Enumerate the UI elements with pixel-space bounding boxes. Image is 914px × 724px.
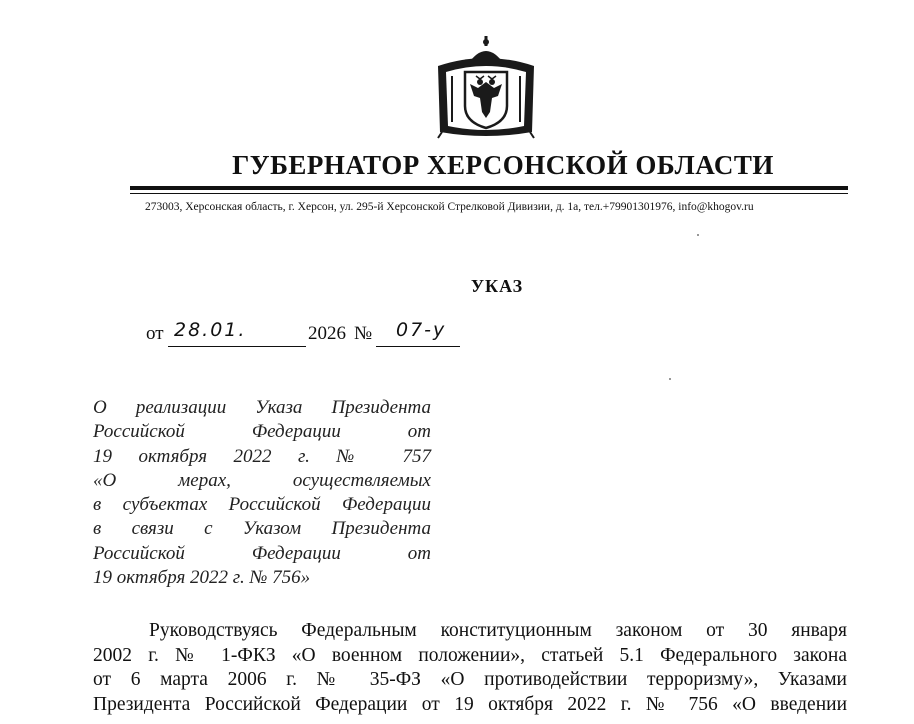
subject-line: О реализации Указа Президента bbox=[93, 397, 431, 418]
header-divider-thin bbox=[130, 193, 848, 194]
organization-address: 273003, Херсонская область, г. Херсон, ул. 295-й Херсонской Стрелковой Дивизии, д. 1а, тел.+79901301976, info@khogov.ru bbox=[145, 201, 754, 213]
number-underline bbox=[376, 346, 460, 347]
handwritten-date: 28.01. bbox=[174, 319, 247, 341]
subject-line: Российской Федерации от bbox=[93, 421, 431, 443]
subject-line: «О мерах, осуществляемых bbox=[93, 469, 431, 491]
body-line: Президента Российской Федерации от 19 октября 2022 г. № 756 «О введении bbox=[93, 693, 847, 715]
subject-line: Российской Федерации от bbox=[93, 542, 431, 564]
date-prefix: от bbox=[146, 323, 164, 344]
date-underline bbox=[168, 346, 306, 347]
header-divider-thick bbox=[130, 186, 848, 190]
body-line: Руководствуясь Федеральным конституционным законом от 30 января bbox=[149, 620, 847, 641]
scan-speck bbox=[669, 378, 671, 380]
subject-line: в связи с Указом Президента bbox=[93, 518, 431, 540]
number-sign: № bbox=[354, 323, 373, 344]
date-number-line bbox=[146, 321, 486, 351]
subject-line: в субъектах Российской Федерации bbox=[93, 494, 431, 516]
coat-of-arms-icon bbox=[432, 36, 540, 140]
decree-body bbox=[93, 619, 847, 717]
organization-title: ГУБЕРНАТОР ХЕРСОНСКОЙ ОБЛАСТИ bbox=[232, 150, 774, 180]
scan-speck bbox=[697, 234, 699, 236]
subject-line: 19 октября 2022 г. № 757 bbox=[93, 445, 431, 467]
body-line: 2002 г. № 1-ФКЗ «О военном положении», статьей 5.1 Федерального закона bbox=[93, 644, 847, 666]
subject-line: 19 октября 2022 г. № 756» bbox=[93, 567, 311, 589]
year: 2026 bbox=[308, 323, 346, 344]
body-line: от 6 марта 2006 г. № 35-ФЗ «О противодействии терроризму», Указами bbox=[93, 669, 847, 690]
document-type: УКАЗ bbox=[470, 276, 524, 296]
handwritten-number: 07-у bbox=[396, 319, 447, 341]
decree-subject bbox=[93, 396, 431, 590]
